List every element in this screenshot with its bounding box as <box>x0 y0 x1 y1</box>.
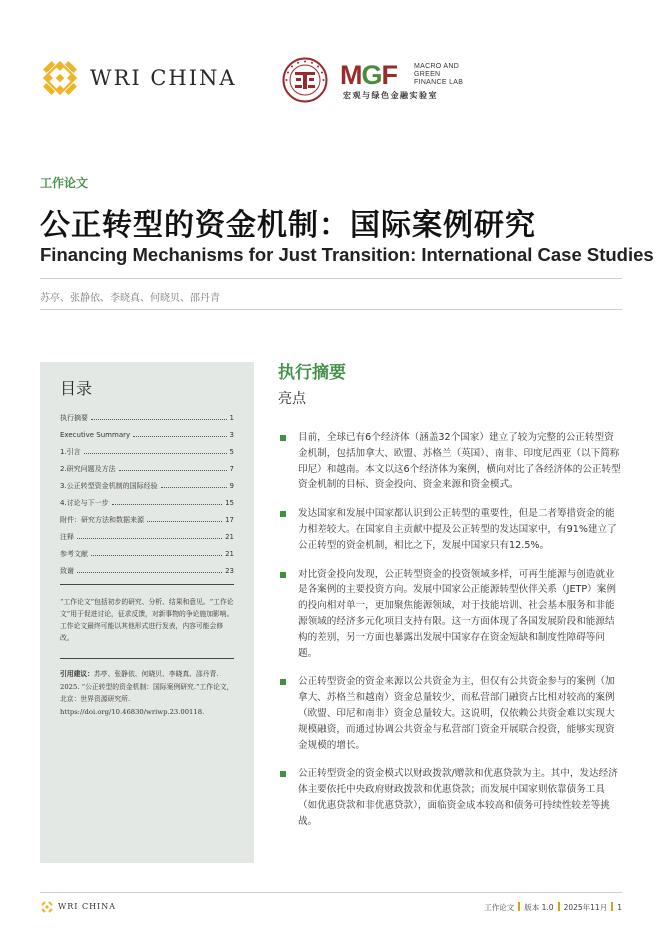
highlight-text: 目前，全球已有6个经济体（涵盖32个国家）建立了较为完整的公正转型资金机制，包括加拿大、欧盟、苏格兰（英国）、南非、印度尼西亚（以下简称印尼）和越南。本文以这6个经济体为案例，横向对比了各经济体的公正转型资金机制的目标、资金投向、资金来源和资金模式。 <box>298 432 621 491</box>
highlight-text: 对比资金投向发现，公正转型资金的投资领域多样，可再生能源与创造就业是各案例的主要投资方向。发展中国家公正能源转型伙伴关系（JETP）案例的投向相对单一，更加聚焦能源领域，对于技能培训、社会基本服务和非能源领域的经济多元化项目支持有限。这一方面体现了各国发展阶段和能源结构的差别，另一方面也暴露出发展中国家存在资金短缺和制度性障碍等问题。 <box>298 568 616 659</box>
toc-entry-label: 致谢 <box>60 567 74 575</box>
mgf-lab-name <box>414 63 463 87</box>
wri-footer-logo-icon <box>40 900 54 914</box>
mgf-letter-f: F <box>381 60 398 90</box>
toc-entry-page: 7 <box>229 465 234 473</box>
authors-divider <box>40 309 622 310</box>
bullet-square-icon <box>280 511 286 517</box>
mgf-letter-m: M <box>340 60 362 90</box>
toc-entry-label: 参考文献 <box>60 550 88 558</box>
footer-date: 2025年11月 <box>563 903 608 912</box>
toc-entry[interactable] <box>60 527 234 544</box>
footer-paper-type: 工作论文 <box>484 903 515 912</box>
toc-leader <box>147 510 222 522</box>
highlights-list <box>280 430 622 843</box>
toc-entry-page: 9 <box>229 482 234 490</box>
footer-brand: WRI CHINA <box>58 902 116 911</box>
toc-title: 目录 <box>60 379 93 398</box>
toc-entry[interactable] <box>60 493 234 510</box>
toc-entry[interactable] <box>60 476 234 493</box>
mgf-lab-line: GREEN <box>414 71 441 78</box>
toc-entry-label: 2.研究问题及方法 <box>60 465 116 473</box>
footer-separator <box>518 902 520 911</box>
highlight-item <box>280 506 622 553</box>
citation-text: 苏亭、张静依、何晓贝、李晓真、邵丹青. 2025. “公正转型的资金机制：国际案例研究.”工作论文，北京：世界资源研究所. https://doi.org/10.46830/wriwp.23.00118. <box>60 670 234 716</box>
toc-entry-page: 3 <box>229 431 234 439</box>
toc-leader <box>91 544 222 556</box>
toc-leader <box>133 425 226 437</box>
toc-entry[interactable] <box>60 510 234 527</box>
footer-separator <box>558 902 560 911</box>
mgf-chinese-name: 宏观与绿色金融实验室 <box>343 91 438 100</box>
section-title: 执行摘要 <box>278 363 346 383</box>
toc-sidebar <box>40 362 254 863</box>
section-subtitle: 亮点 <box>278 391 306 407</box>
mgf-logo <box>340 62 397 88</box>
footer-meta <box>484 902 622 913</box>
highlight-item <box>280 430 622 493</box>
highlight-item <box>280 766 622 829</box>
citation-block <box>60 668 234 718</box>
footer-divider <box>40 892 622 893</box>
toc-divider <box>60 658 234 659</box>
toc-leader <box>77 561 222 573</box>
toc-leader <box>119 459 227 471</box>
wri-wordmark: WRI CHINA <box>90 66 237 90</box>
toc-entry-page: 17 <box>225 516 234 524</box>
toc-entry-label: 附件：研究方法和数据来源 <box>60 516 144 524</box>
toc-entry-label: 注释 <box>60 533 74 541</box>
footer-version: 版本 1.0 <box>524 903 554 912</box>
toc-entry-label: 1.引言 <box>60 448 81 456</box>
mgf-lab-line: MACRO AND <box>414 63 460 70</box>
authors-line: 苏亭、张静依、李晓真、何晓贝、邵丹青 <box>40 293 220 304</box>
bullet-square-icon <box>280 771 286 777</box>
toc-entry-page: 1 <box>229 414 234 422</box>
title-divider <box>40 278 622 279</box>
toc-entry[interactable] <box>60 544 234 561</box>
paper-type-label: 工作论文 <box>40 176 89 190</box>
page-title-english: Financing Mechanisms for Just Transition: International Case Studies <box>40 244 654 265</box>
toc-divider <box>60 584 234 585</box>
mgf-letter-g: G <box>361 60 382 90</box>
page-title-chinese: 公正转型的资金机制：国际案例研究 <box>40 208 536 243</box>
toc-leader <box>84 442 227 454</box>
toc-entry[interactable] <box>60 425 234 442</box>
toc-entry[interactable] <box>60 459 234 476</box>
toc-entry[interactable] <box>60 561 234 578</box>
bullet-square-icon <box>280 679 286 685</box>
highlight-text: 公正转型资金的资金来源以公共资金为主，但仅有公共资金参与的案例（加拿大、苏格兰和越南）资金总量较少，而私营部门融资占比相对较高的案例（欧盟、印尼和南非）资金总量较大。这说明，仅依赖公共资金难以实现大规模融资，而通过协调公共资金与私营部门资金开展联合投资，能够实现资金规模的增长。 <box>298 676 615 751</box>
working-paper-note: “工作论文”包括初步的研究、分析、结果和意见。“工作论文”用于促进讨论，征求反馈，对新事物的争论施加影响。工作论文最终可能以其他形式进行发表，内容可能会修改。 <box>60 598 234 642</box>
toc-entry-label: 4.讨论与下一步 <box>60 499 109 507</box>
toc-entry-page: 21 <box>225 533 234 541</box>
mgf-lab-line: FINANCE LAB <box>414 79 464 86</box>
toc-entry[interactable] <box>60 442 234 459</box>
highlight-item <box>280 567 622 662</box>
highlight-text: 发达国家和发展中国家都认识到公正转型的重要性，但是二者筹措资金的能力相差较大。在国家自主贡献中提及公正转型的发达国家中，有91%建立了公正转型的资金机制，相比之下，发展中国家只有12.5%。 <box>298 508 617 551</box>
toc-entry-label: 3.公正转型资金机制的国际经验 <box>60 482 158 490</box>
toc-leader <box>161 476 227 488</box>
toc-entry-label: 执行摘要 <box>60 414 88 422</box>
highlight-text: 公正转型资金的资金模式以财政拨款/赠款和优惠贷款为主。其中，发达经济体主要依托中央政府财政拨款和优惠贷款；而发展中国家则依靠债务工具（如优惠贷款和非优惠贷款），面临资金成本较高和债务可持续性较差等挑战。 <box>298 768 618 827</box>
toc-leader <box>91 408 227 420</box>
toc-entry-page: 21 <box>225 550 234 558</box>
toc-entry-page: 5 <box>229 448 234 456</box>
highlight-item <box>280 674 622 753</box>
wri-logo-icon <box>40 58 80 98</box>
bullet-square-icon <box>280 435 286 441</box>
footer-separator <box>611 902 613 911</box>
toc-entry[interactable] <box>60 408 234 425</box>
university-seal-icon <box>282 57 328 103</box>
page-number: 1 <box>617 903 622 912</box>
citation-label: 引用建议： <box>60 670 94 678</box>
toc-list <box>60 408 234 578</box>
toc-leader <box>77 527 222 539</box>
toc-entry-label: Executive Summary <box>60 431 131 439</box>
toc-leader <box>112 493 222 505</box>
toc-entry-page: 23 <box>225 567 234 575</box>
toc-entry-page: 15 <box>225 499 234 507</box>
bullet-square-icon <box>280 572 286 578</box>
